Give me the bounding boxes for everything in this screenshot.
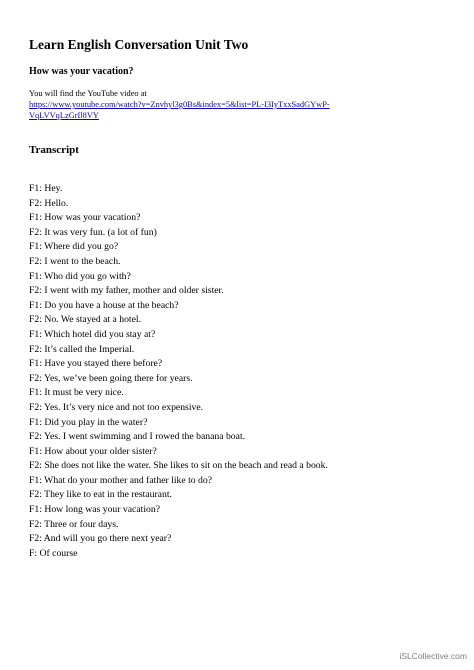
page-subtitle: How was your vacation? (29, 66, 134, 77)
transcript-line: F2: It was very fun. (a lot of fun) (29, 226, 157, 238)
transcript-line: F1: Do you have a house at the beach? (29, 299, 179, 311)
transcript-line: F2: Hello. (29, 197, 69, 209)
transcript-line: F2: They like to eat in the restaurant. (29, 489, 172, 501)
transcript-line: F1: How long was your vacation? (29, 504, 161, 516)
transcript-line: F1: What do your mother and father like to do? (29, 474, 213, 486)
transcript-line: F: Of course (29, 547, 78, 559)
transcript-line: F2: I went to the beach. (29, 255, 121, 267)
transcript-line: F2: She does not like the water. She likes to sit on the beach and read a book. (29, 460, 328, 472)
transcript-line: F1: Which hotel did you stay at? (29, 328, 156, 340)
transcript-line: F1: Where did you go? (29, 241, 119, 253)
transcript-line: F2: Yes, we’ve been going there for years. (29, 372, 193, 384)
transcript-line: F2: Three or four days. (29, 518, 119, 530)
transcript-line: F2: And will you go there next year? (29, 533, 172, 545)
transcript-line: F1: Who did you go with? (29, 270, 131, 282)
transcript-line: F1: How about your older sister? (29, 445, 157, 457)
intro-text: You will find the YouTube video at (29, 89, 147, 98)
transcript-line: F1: Hey. (29, 183, 63, 194)
transcript-line: F1: How was your vacation? (29, 212, 141, 224)
transcript-line: F2: Yes. It’s very nice and not too expensive. (29, 401, 204, 413)
site-watermark: iSLCollective.com (399, 651, 467, 661)
transcript-line: F2: It’s called the Imperial. (29, 343, 135, 355)
youtube-link-line-2[interactable]: VqLVVqLzGrIl8VY (29, 111, 99, 120)
transcript-heading: Transcript (29, 144, 79, 156)
youtube-link-line-1[interactable]: https://www.youtube.com/watch?v=Znvhyl3g0Bs&index=5&list=PL-I3IyTxxSadGYwP- (29, 100, 330, 109)
transcript-line: F2: I went with my father, mother and older sister. (29, 285, 224, 297)
transcript-line: F2: Yes. I went swimming and I rowed the banana boat. (29, 431, 246, 443)
transcript-line: F2: No. We stayed at a hotel. (29, 314, 142, 326)
transcript-line: F1: Did you play in the water? (29, 416, 148, 428)
video-intro (29, 88, 330, 121)
page-title: Learn English Conversation Unit Two (29, 37, 249, 52)
transcript-list (29, 182, 328, 561)
transcript-line: F1: Have you stayed there before? (29, 358, 163, 370)
transcript-line: F1: It must be very nice. (29, 387, 124, 399)
